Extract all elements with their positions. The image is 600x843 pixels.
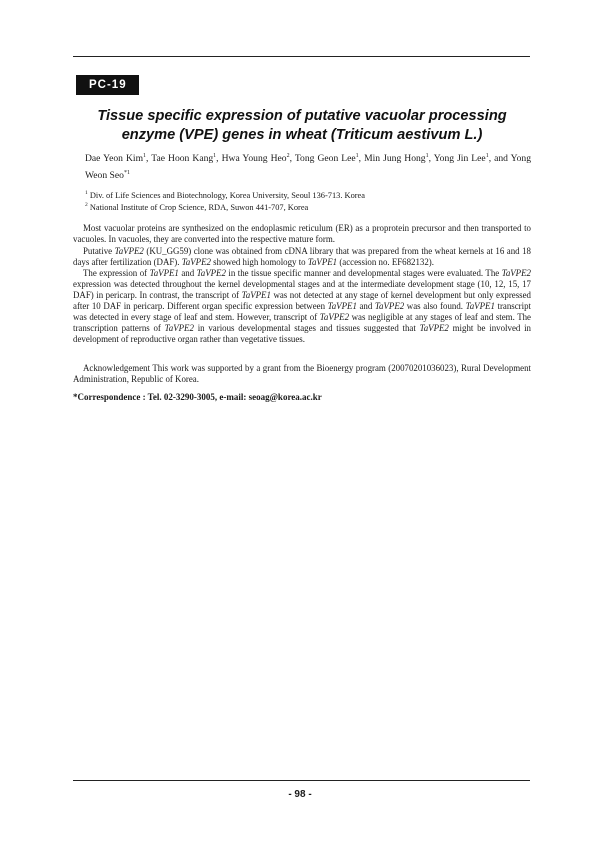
text-run: and bbox=[356, 300, 375, 311]
gene-name: TaVPE2 bbox=[164, 322, 194, 333]
author-affiliation-mark: 1 bbox=[485, 152, 489, 159]
gene-name: TaVPE2 bbox=[181, 256, 211, 267]
paper-title bbox=[74, 107, 530, 145]
gene-name: TaVPE1 bbox=[149, 267, 179, 278]
gene-name: TaVPE1 bbox=[327, 300, 357, 311]
author-affiliation-mark: 1 bbox=[425, 152, 429, 159]
text-run: in the tissue specific manner and developmental stages were evaluated. The bbox=[225, 267, 502, 278]
affiliation-line bbox=[85, 202, 525, 214]
affiliation-mark: 2 bbox=[85, 201, 88, 208]
text-run: Putative bbox=[83, 245, 115, 256]
author-name: Hwa Young Heo bbox=[221, 153, 287, 164]
author-affiliation-mark: *1 bbox=[123, 169, 130, 176]
author-list: Dae Yeon Kim$^1$, Tae Hoon Kang$^1$, Hwa Young Heo$^2$, Tong Geon Lee$^1$, Min Jung Hong$^1$, Yong Jin Lee$^1$, and Yong Weon Seo$^{*1}$ bbox=[85, 152, 532, 181]
affiliation-text: Div. of Life Sciences and Biotechnology, Korea University, Seoul 136-713. Korea bbox=[87, 191, 365, 200]
gene-name: TaVPE2 bbox=[196, 267, 226, 278]
abstract-paragraph-3 bbox=[73, 268, 531, 345]
abstract-paragraph-1: Most vacuolar proteins are synthesized on the endoplasmic reticulum (ER) as a proprotein precursor and then transported to vacuoles. In vacuoles, they are converted into the respective mature form. bbox=[73, 223, 531, 244]
author-name: Dae Yeon Kim bbox=[85, 153, 144, 164]
author-name: Tae Hoon Kang bbox=[151, 153, 214, 164]
gene-name: TaVPE1 bbox=[307, 256, 338, 267]
text-run: in various developmental stages and tissues suggested that bbox=[193, 322, 420, 333]
acknowledgement-text: Acknowledgement This work was supported by a grant from the Bioenergy program (20070201036023), Rural Development Administration, Republic of Korea. bbox=[73, 363, 531, 384]
gene-name: TaVPE2 bbox=[419, 322, 449, 333]
text-run: The expression of bbox=[83, 267, 150, 278]
affiliation-text: National Institute of Crop Science, RDA, Suwon 441-707, Korea bbox=[87, 202, 309, 212]
page-number: - 98 - bbox=[288, 789, 312, 800]
affiliation-line bbox=[85, 190, 525, 202]
text-run: (KU_GG59) clone was obtained from cDNA library that was prepared from the wheat kernels at 16 and 18 days after fertilization (DAF). bbox=[73, 245, 531, 267]
gene-name: TaVPE2 bbox=[501, 267, 531, 278]
author-name: Tong Geon Lee bbox=[294, 153, 356, 164]
text-run: expression was detected throughout the kernel developmental stages and at the intermediate development stage (10, 12, 15, 17 DAF) in pericarp. In contrast, the transcript of bbox=[73, 278, 531, 300]
acknowledgement bbox=[73, 363, 531, 385]
author-name: Yong Weon Seo bbox=[85, 153, 532, 181]
author-affiliation-mark: 1 bbox=[213, 152, 217, 159]
bottom-rule bbox=[73, 780, 530, 781]
abstract-paragraph-2 bbox=[73, 246, 531, 268]
text-run: showed high homology to bbox=[210, 256, 308, 267]
gene-name: TaVPE2 bbox=[114, 245, 144, 256]
text-run: and bbox=[178, 267, 197, 278]
text-run: transcript was detected in every stage of leaf and stem. However, transcript of bbox=[73, 300, 532, 322]
text-run: was also found. bbox=[404, 300, 466, 311]
gene-name: TaVPE1 bbox=[465, 300, 495, 311]
text-run: was negligible at any stages of leaf and stem. The transcription patterns of bbox=[73, 311, 531, 333]
correspondence: *Correspondence : Tel. 02-3290-3005, e-mail: seoag@korea.ac.kr bbox=[73, 392, 322, 402]
title-line-2: enzyme (VPE) genes in wheat (Triticum aestivum L.) bbox=[121, 127, 483, 143]
text-run: might be involved in development of reproductive organ rather than vegetative tissues. bbox=[73, 322, 531, 344]
author-name: Min Jung Hong bbox=[364, 153, 426, 164]
gene-name: TaVPE2 bbox=[374, 300, 405, 311]
text-run: was not detected at any stage of kernel development but only expressed after 10 DAF in pericarp. Different organ specific expression between bbox=[73, 289, 531, 311]
author-affiliation-mark: 1 bbox=[143, 152, 147, 159]
title-line-1: Tissue specific expression of putative vacuolar processing bbox=[97, 108, 507, 124]
author-name: Yong Jin Lee bbox=[433, 153, 486, 164]
session-badge: PC-19 bbox=[76, 75, 139, 95]
gene-name: TaVPE1 bbox=[241, 289, 271, 300]
text-run: (accession no. EF682132). bbox=[337, 256, 434, 267]
author-affiliation-mark: 2 bbox=[286, 152, 290, 159]
abstract-body bbox=[73, 223, 531, 344]
author-affiliation-mark: 1 bbox=[355, 152, 359, 159]
gene-name: TaVPE2 bbox=[319, 311, 350, 322]
affiliations bbox=[85, 190, 525, 213]
affiliation-mark: 1 bbox=[85, 190, 88, 197]
top-rule bbox=[73, 56, 530, 57]
